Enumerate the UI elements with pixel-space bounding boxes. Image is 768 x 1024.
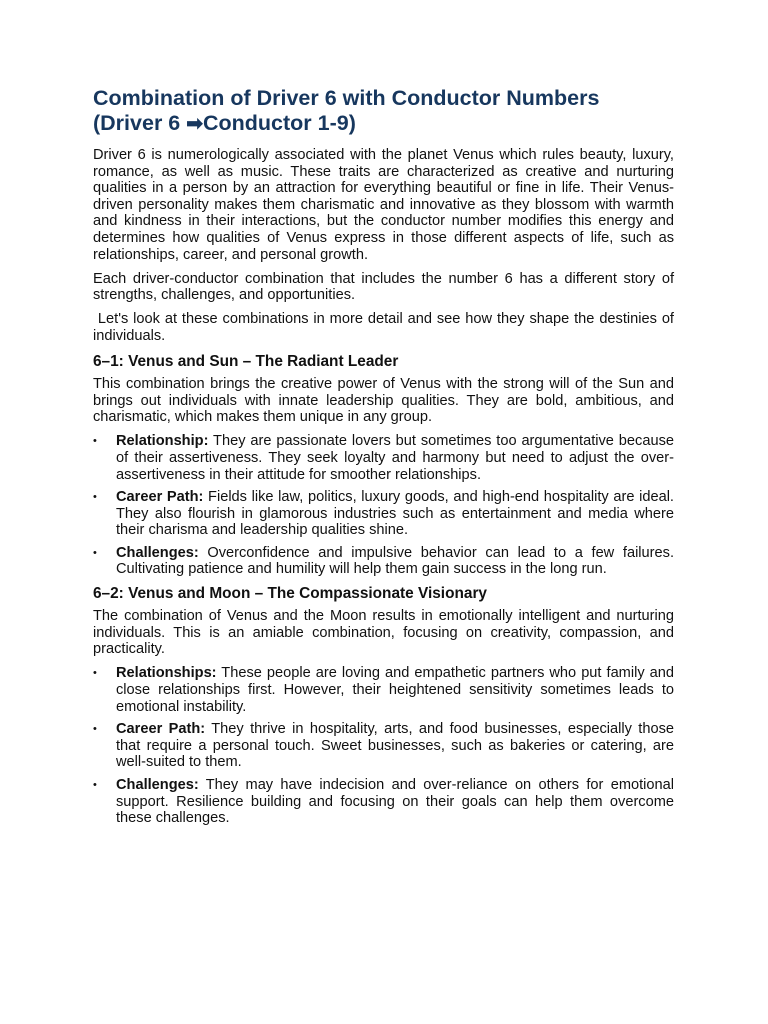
- list-item-label: Career Path:: [116, 489, 204, 506]
- bullet-icon: •: [93, 667, 97, 680]
- list-item-label: Relationship:: [116, 433, 209, 450]
- list-item-label: Relationships:: [116, 665, 217, 682]
- list-item: [93, 721, 674, 771]
- section-heading-6-2: 6–2: Venus and Moon – The Compassionate Visionary: [93, 585, 487, 603]
- list-item-text: They thrive in hospitality, arts, and food businesses, especially those that require a personal touch. Sweet businesses, such as bakeries or catering, are well-suited to them.: [116, 721, 674, 771]
- title-line-1: Combination of Driver 6 with Conductor Numbers: [93, 86, 600, 110]
- bullet-icon: •: [93, 546, 97, 559]
- page-title: [93, 86, 674, 137]
- list-item-label: Challenges:: [116, 776, 199, 793]
- section-paragraph-6-2: The combination of Venus and the Moon results in emotionally intelligent and nurturing individuals. This is an amiable combination, focusing on creativity, compassion, and practicality.: [93, 608, 674, 658]
- list-item-text: These people are loving and empathetic partners who put family and close relationships first. However, their heightened sensitivity sometimes leads to emotional instability.: [116, 665, 674, 715]
- bullet-icon: •: [93, 778, 97, 791]
- list-item-label: Career Path:: [116, 721, 206, 738]
- section-heading-6-1: 6–1: Venus and Sun – The Radiant Leader: [93, 353, 399, 371]
- bullet-icon: •: [93, 435, 97, 448]
- intro-paragraph-1: Driver 6 is numerologically associated with the planet Venus which rules beauty, luxury, romance, as well as music. These traits are characterized as creative and nurturing qualities in a person by an attraction for everything beautiful or fine in life. Their Venus-driven personality makes them charismatic and innovative as they blossom with warmth and kindness in their interactions, but the conductor number modifies this energy and determines how qualities of Venus express in those different aspects of life, such as relationships, career, and personal growth.: [93, 147, 674, 263]
- list-item-text: Overconfidence and impulsive behavior can lead to a few failures. Cultivating patience and humility will help them gain success in the long run.: [116, 544, 674, 578]
- list-item-label: Challenges:: [116, 544, 199, 561]
- section-paragraph-6-1: This combination brings the creative power of Venus with the strong will of the Sun and brings out individuals with innate leadership qualities. They are bold, ambitious, and charismatic, which makes them unique in any group.: [93, 376, 674, 426]
- bullet-list-6-2: [93, 665, 674, 826]
- title-line-2-prefix: (Driver 6: [93, 111, 187, 135]
- list-item-text: They are passionate lovers but sometimes too argumentative because of their assertiveness. They seek loyalty and harmony but need to adjust the over-assertiveness in their attitude for smoother relationships.: [116, 433, 674, 483]
- bullet-icon: •: [93, 491, 97, 504]
- list-item: [93, 433, 674, 483]
- list-item: [93, 545, 674, 578]
- bullet-icon: •: [93, 723, 97, 736]
- document-content: [93, 86, 679, 833]
- list-item-text: Fields like law, politics, luxury goods, and high-end hospitality are ideal. They also flourish in glamorous industries such as entertainment and media where their charisma and leadership qualities shine.: [116, 489, 674, 539]
- list-item: [93, 665, 674, 715]
- intro-paragraph-3: Let's look at these combinations in more detail and see how they shape the destinies of individuals.: [93, 311, 679, 344]
- list-item: [93, 489, 674, 539]
- bullet-list-6-1: [93, 433, 674, 578]
- list-item-text: They may have indecision and over-reliance on others for emotional support. Resilience building and focusing on their goals can help them overcome these challenges.: [116, 776, 674, 827]
- right-arrow-icon: ➡: [186, 113, 203, 135]
- title-line-2-suffix: Conductor 1-9): [202, 111, 356, 135]
- intro-paragraph-2: Each driver-conductor combination that includes the number 6 has a different story of strengths, challenges, and opportunities.: [93, 270, 674, 304]
- list-item: [93, 777, 674, 827]
